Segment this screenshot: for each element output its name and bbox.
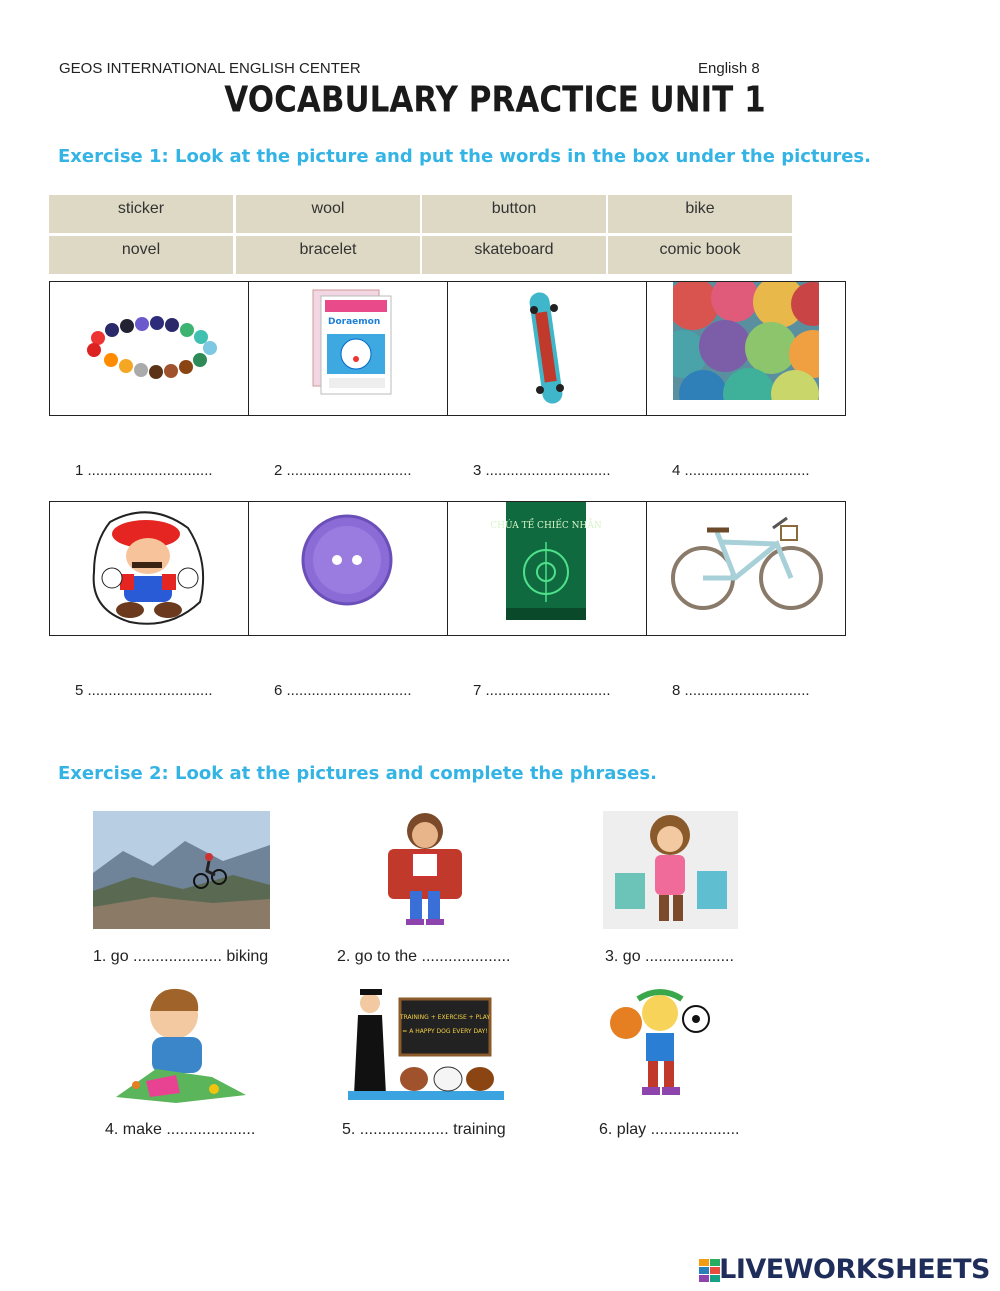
shopping-picture bbox=[603, 811, 738, 929]
girl-shopping-icon bbox=[603, 811, 738, 929]
wool-icon bbox=[673, 282, 819, 400]
bracelet-icon bbox=[50, 282, 248, 415]
skateboard-picture bbox=[448, 282, 647, 415]
answer-blank-2[interactable]: 2 .............................. bbox=[274, 462, 412, 479]
phrase-4[interactable]: 4. make .................... bbox=[105, 1121, 256, 1138]
answer-blank-7[interactable]: 7 .............................. bbox=[473, 682, 611, 699]
boy-crafting-icon bbox=[116, 985, 246, 1103]
phrase-1[interactable]: 1. go .................... biking bbox=[93, 948, 269, 965]
answer-blank-5[interactable]: 5 .............................. bbox=[75, 682, 213, 699]
sticker-picture bbox=[50, 502, 249, 635]
exercise-2-instruction: Exercise 2: Look at the pictures and complete the phrases. bbox=[58, 763, 657, 784]
button-picture bbox=[249, 502, 448, 635]
phrase-3[interactable]: 3. go .................... bbox=[605, 948, 734, 965]
comic-book-icon bbox=[249, 282, 447, 415]
page-title: VOCABULARY PRACTICE UNIT 1 bbox=[224, 79, 766, 121]
phrase-2[interactable]: 2. go to the .................... bbox=[337, 948, 511, 965]
word-box bbox=[49, 195, 795, 277]
picture-row-2 bbox=[49, 501, 846, 636]
answer-blank-1[interactable]: 1 .............................. bbox=[75, 462, 213, 479]
answer-blank-6[interactable]: 6 .............................. bbox=[274, 682, 412, 699]
crafts-picture bbox=[116, 985, 246, 1103]
phrase-5[interactable]: 5. .................... training bbox=[342, 1121, 506, 1138]
novel-title-text: CHÚA TỂ CHIẾC NHẪN bbox=[490, 521, 602, 531]
word-cell: wool bbox=[236, 195, 420, 233]
board-text-line-1: TRAINING + EXERCISE + PLAY bbox=[399, 1014, 491, 1021]
comic-book-picture bbox=[249, 282, 448, 415]
novel-cover-icon bbox=[448, 502, 646, 635]
word-cell: bike bbox=[608, 195, 792, 233]
cinema-picture bbox=[382, 809, 468, 929]
answer-blank-8[interactable]: 8 .............................. bbox=[672, 682, 810, 699]
word-cell: comic book bbox=[608, 236, 792, 274]
answer-blank-4[interactable]: 4 .............................. bbox=[672, 462, 810, 479]
comic-title-text: Doraemon bbox=[328, 317, 381, 327]
bike-icon bbox=[647, 502, 845, 635]
word-cell: button bbox=[422, 195, 606, 233]
word-cell: skateboard bbox=[422, 236, 606, 274]
word-cell: sticker bbox=[49, 195, 233, 233]
course-label: English 8 bbox=[698, 60, 760, 77]
bracelet-picture bbox=[50, 282, 249, 415]
novel-picture bbox=[448, 502, 647, 635]
exercise-1-instruction: Exercise 1: Look at the picture and put the words in the box under the pictures. bbox=[58, 146, 871, 167]
picture-row-1 bbox=[49, 281, 846, 416]
skateboard-icon bbox=[448, 282, 646, 415]
button-icon bbox=[249, 502, 447, 635]
mountain-biking-picture bbox=[93, 811, 270, 929]
board-text-line-2: = A HAPPY DOG EVERY DAY! bbox=[402, 1028, 488, 1035]
mario-sticker-icon bbox=[50, 502, 248, 635]
bike-picture bbox=[647, 502, 845, 635]
school-name: GEOS INTERNATIONAL ENGLISH CENTER bbox=[59, 60, 361, 77]
word-cell: bracelet bbox=[236, 236, 420, 274]
dog-trainer-icon bbox=[348, 985, 504, 1100]
girl-popcorn-icon bbox=[382, 809, 468, 929]
mountain-biker-icon bbox=[93, 811, 270, 929]
liveworksheets-brand[interactable]: LIVEWORKSHEETS bbox=[719, 1254, 990, 1285]
word-cell: novel bbox=[49, 236, 233, 274]
phrase-6[interactable]: 6. play .................... bbox=[599, 1121, 740, 1138]
wool-picture bbox=[647, 282, 845, 415]
liveworksheets-logo-icon bbox=[699, 1259, 721, 1283]
answer-blank-3[interactable]: 3 .............................. bbox=[473, 462, 611, 479]
dog-training-picture bbox=[348, 985, 504, 1100]
sports-picture bbox=[608, 985, 710, 1103]
kid-playing-sports-icon bbox=[608, 985, 710, 1103]
